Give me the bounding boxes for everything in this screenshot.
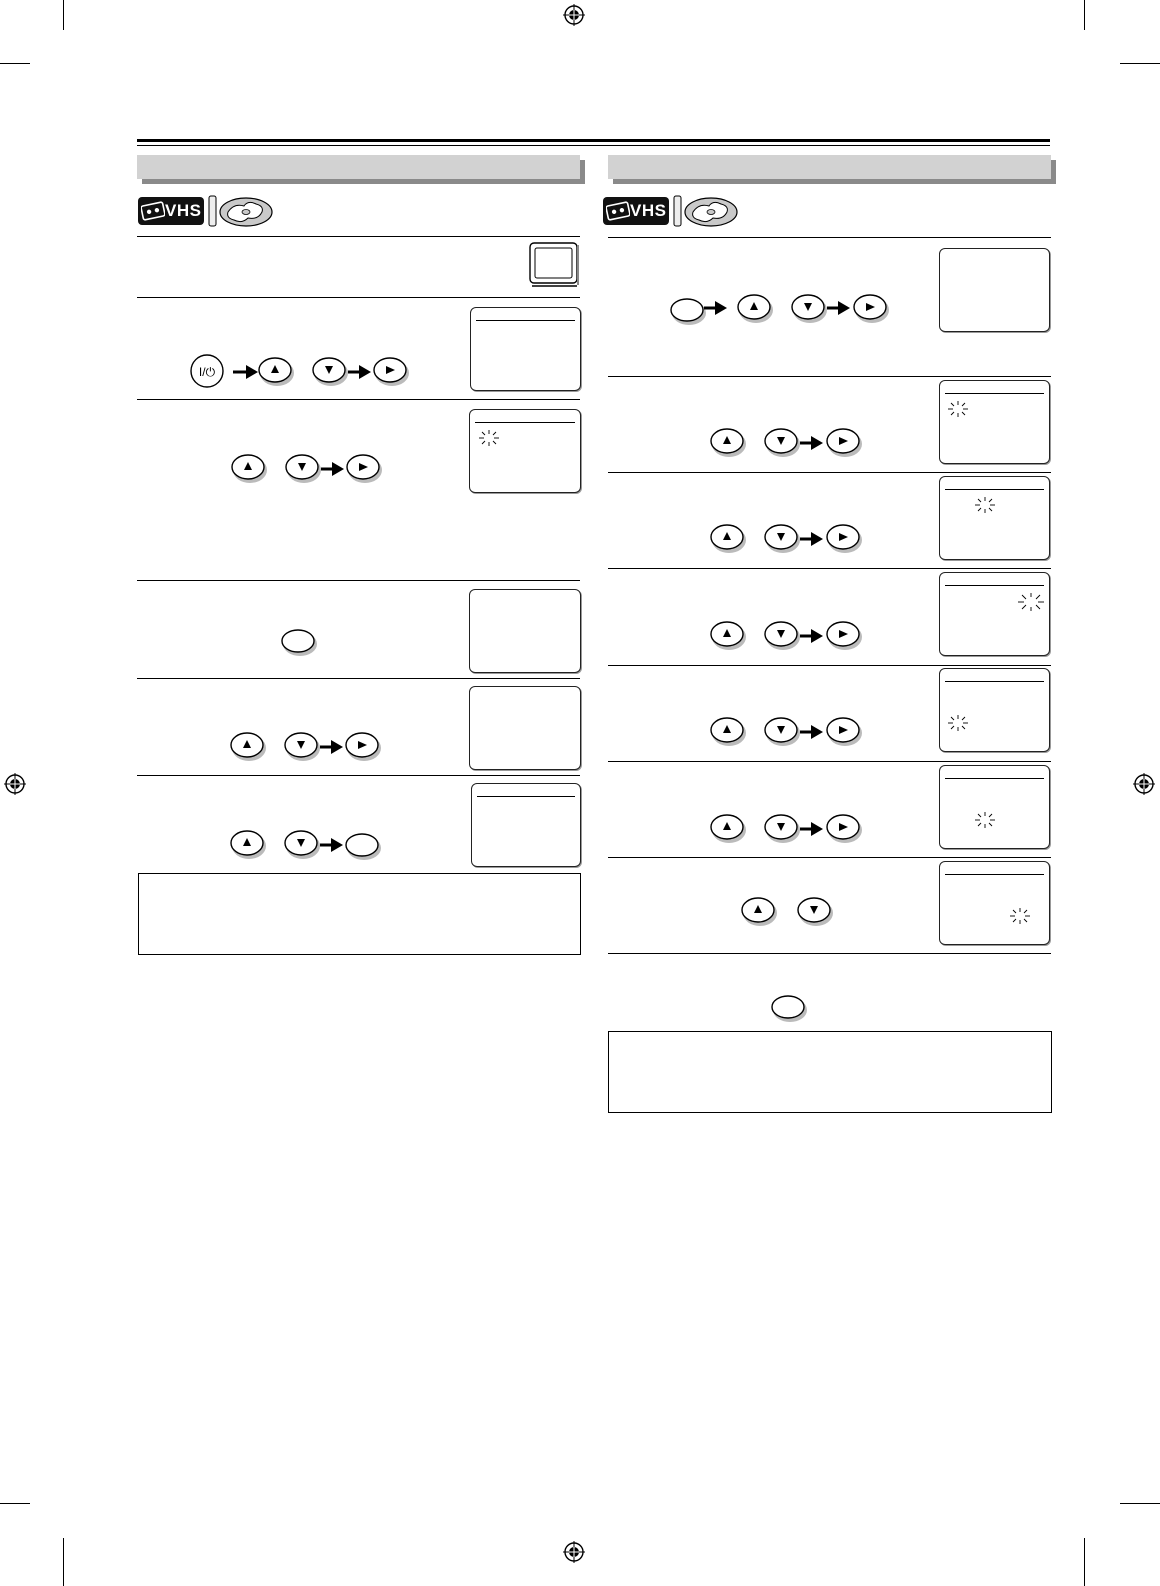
top-rule [137,145,1050,146]
screen-title-line [476,320,575,321]
step-divider [608,857,1051,858]
blank-screen [469,686,581,770]
right-button[interactable] [346,733,381,761]
tv-icon [529,242,580,288]
screen-title-line [945,489,1044,490]
step-divider [608,665,1051,666]
button-row-choose [229,728,389,764]
menu-screen [471,783,581,867]
right-section-header [608,155,1051,179]
up-button[interactable] [231,831,266,859]
crop-mark [1120,63,1160,64]
down-button[interactable] [798,898,833,926]
step-divider [137,236,580,237]
right-button[interactable] [827,622,862,650]
step-divider [137,580,580,581]
menu-screen-blink [939,380,1050,464]
crop-mark [63,0,64,30]
blink-cursor-icon [477,428,501,448]
button-row-power [186,353,416,389]
blank-screen [939,248,1050,332]
step-divider [608,568,1051,569]
up-button[interactable] [232,455,267,483]
step-divider [137,297,580,298]
down-button[interactable] [286,455,321,483]
power-button[interactable] [191,355,223,387]
crop-mark [1120,1503,1160,1504]
crop-mark [0,1503,30,1504]
blink-cursor-icon [1008,906,1032,926]
down-button[interactable] [765,429,800,457]
blink-cursor-icon [973,810,997,830]
vhs-label: VHS [630,201,667,220]
up-button[interactable] [742,898,777,926]
button-row-finish [229,826,389,862]
button-row-b [709,520,869,556]
up-button[interactable] [711,622,746,650]
down-button[interactable] [765,622,800,650]
blank-button[interactable] [671,299,706,325]
blank-button[interactable] [772,996,807,1022]
up-button[interactable] [259,358,294,386]
up-button[interactable] [711,815,746,843]
step-divider [608,237,1051,238]
up-button[interactable] [711,718,746,746]
button-row-d [709,713,869,749]
up-button[interactable] [711,429,746,457]
menu-screen-blink [939,861,1050,945]
down-button[interactable] [285,733,320,761]
crop-mark [0,63,30,64]
registration-mark-icon [563,1541,585,1563]
button-row-a [709,424,869,460]
down-button[interactable] [792,295,827,323]
left-logo-group [138,195,278,229]
button-row-f [740,893,840,929]
step-divider [137,678,580,679]
step-divider [137,399,580,400]
screen-title-line [945,681,1044,682]
blank-screen [469,589,581,673]
menu-screen-blink [939,765,1050,849]
down-button[interactable] [765,525,800,553]
up-button[interactable] [231,733,266,761]
step-divider [608,953,1051,954]
arrow-icon [321,462,344,476]
blink-cursor-icon [946,399,970,419]
arrow-icon [800,436,823,450]
down-button[interactable] [765,815,800,843]
button-row-e [709,810,869,846]
divider-icon [208,195,217,227]
registration-mark-icon [4,773,26,795]
screen-title-line [945,585,1044,586]
screen-title-line [945,874,1044,875]
step-divider [608,472,1051,473]
menu-screen [470,307,581,391]
screen-title-line [945,393,1044,394]
top-rule [137,139,1050,142]
down-button[interactable] [765,718,800,746]
dvd-disc-icon [218,196,274,228]
arrow-icon [348,365,371,379]
screen-title-line [945,778,1044,779]
blink-cursor-icon [946,713,970,733]
vhs-badge [603,197,669,225]
right-logo-group [603,195,743,229]
arrow-icon [827,301,850,315]
left-note-box [138,873,581,955]
blink-cursor-icon [1016,591,1046,613]
arrow-icon [320,740,343,754]
button-row-select [230,450,390,486]
arrow-icon [800,532,823,546]
right-button[interactable] [827,525,862,553]
right-button[interactable] [347,455,382,483]
right-button[interactable] [374,358,409,386]
crop-mark [1084,0,1085,30]
button-row-confirm [281,628,321,658]
step-divider [608,376,1051,377]
right-note-box [608,1031,1052,1113]
menu-screen-blink [939,572,1050,656]
button-row-exit [771,994,811,1024]
blank-button[interactable] [346,834,381,860]
up-button[interactable] [711,525,746,553]
arrow-icon [800,725,823,739]
divider-icon [673,195,682,227]
dvd-disc-icon [683,196,739,228]
menu-screen-blink [939,668,1050,752]
left-section-header [137,155,580,179]
cassette-icon [141,201,165,221]
step-divider [137,775,580,776]
arrow-icon [320,838,343,852]
screen-title-line [477,796,575,797]
step-divider [608,761,1051,762]
crop-mark [63,1538,64,1586]
registration-mark-icon [563,4,585,26]
vhs-label: VHS [165,201,202,220]
right-button[interactable] [827,429,862,457]
button-row-open [670,292,894,328]
arrow-icon [233,365,258,379]
registration-mark-icon [1133,773,1155,795]
arrow-icon [800,822,823,836]
right-button[interactable] [854,295,889,323]
button-row-c [709,617,869,653]
blank-button[interactable] [282,630,317,656]
up-button[interactable] [738,295,773,323]
arrow-icon [704,301,727,315]
blink-cursor-icon [973,495,997,515]
menu-screen-blink [469,409,581,493]
right-button[interactable] [827,815,862,843]
arrow-icon [800,629,823,643]
down-button[interactable] [285,831,320,859]
menu-screen-blink [939,476,1050,560]
svg-text:I/⏻: I/⏻ [198,365,216,379]
crop-mark [1084,1538,1085,1586]
cassette-icon [606,201,630,221]
screen-title-line [475,422,575,423]
vhs-badge [138,197,204,225]
right-button[interactable] [827,718,862,746]
down-button[interactable] [313,358,348,386]
